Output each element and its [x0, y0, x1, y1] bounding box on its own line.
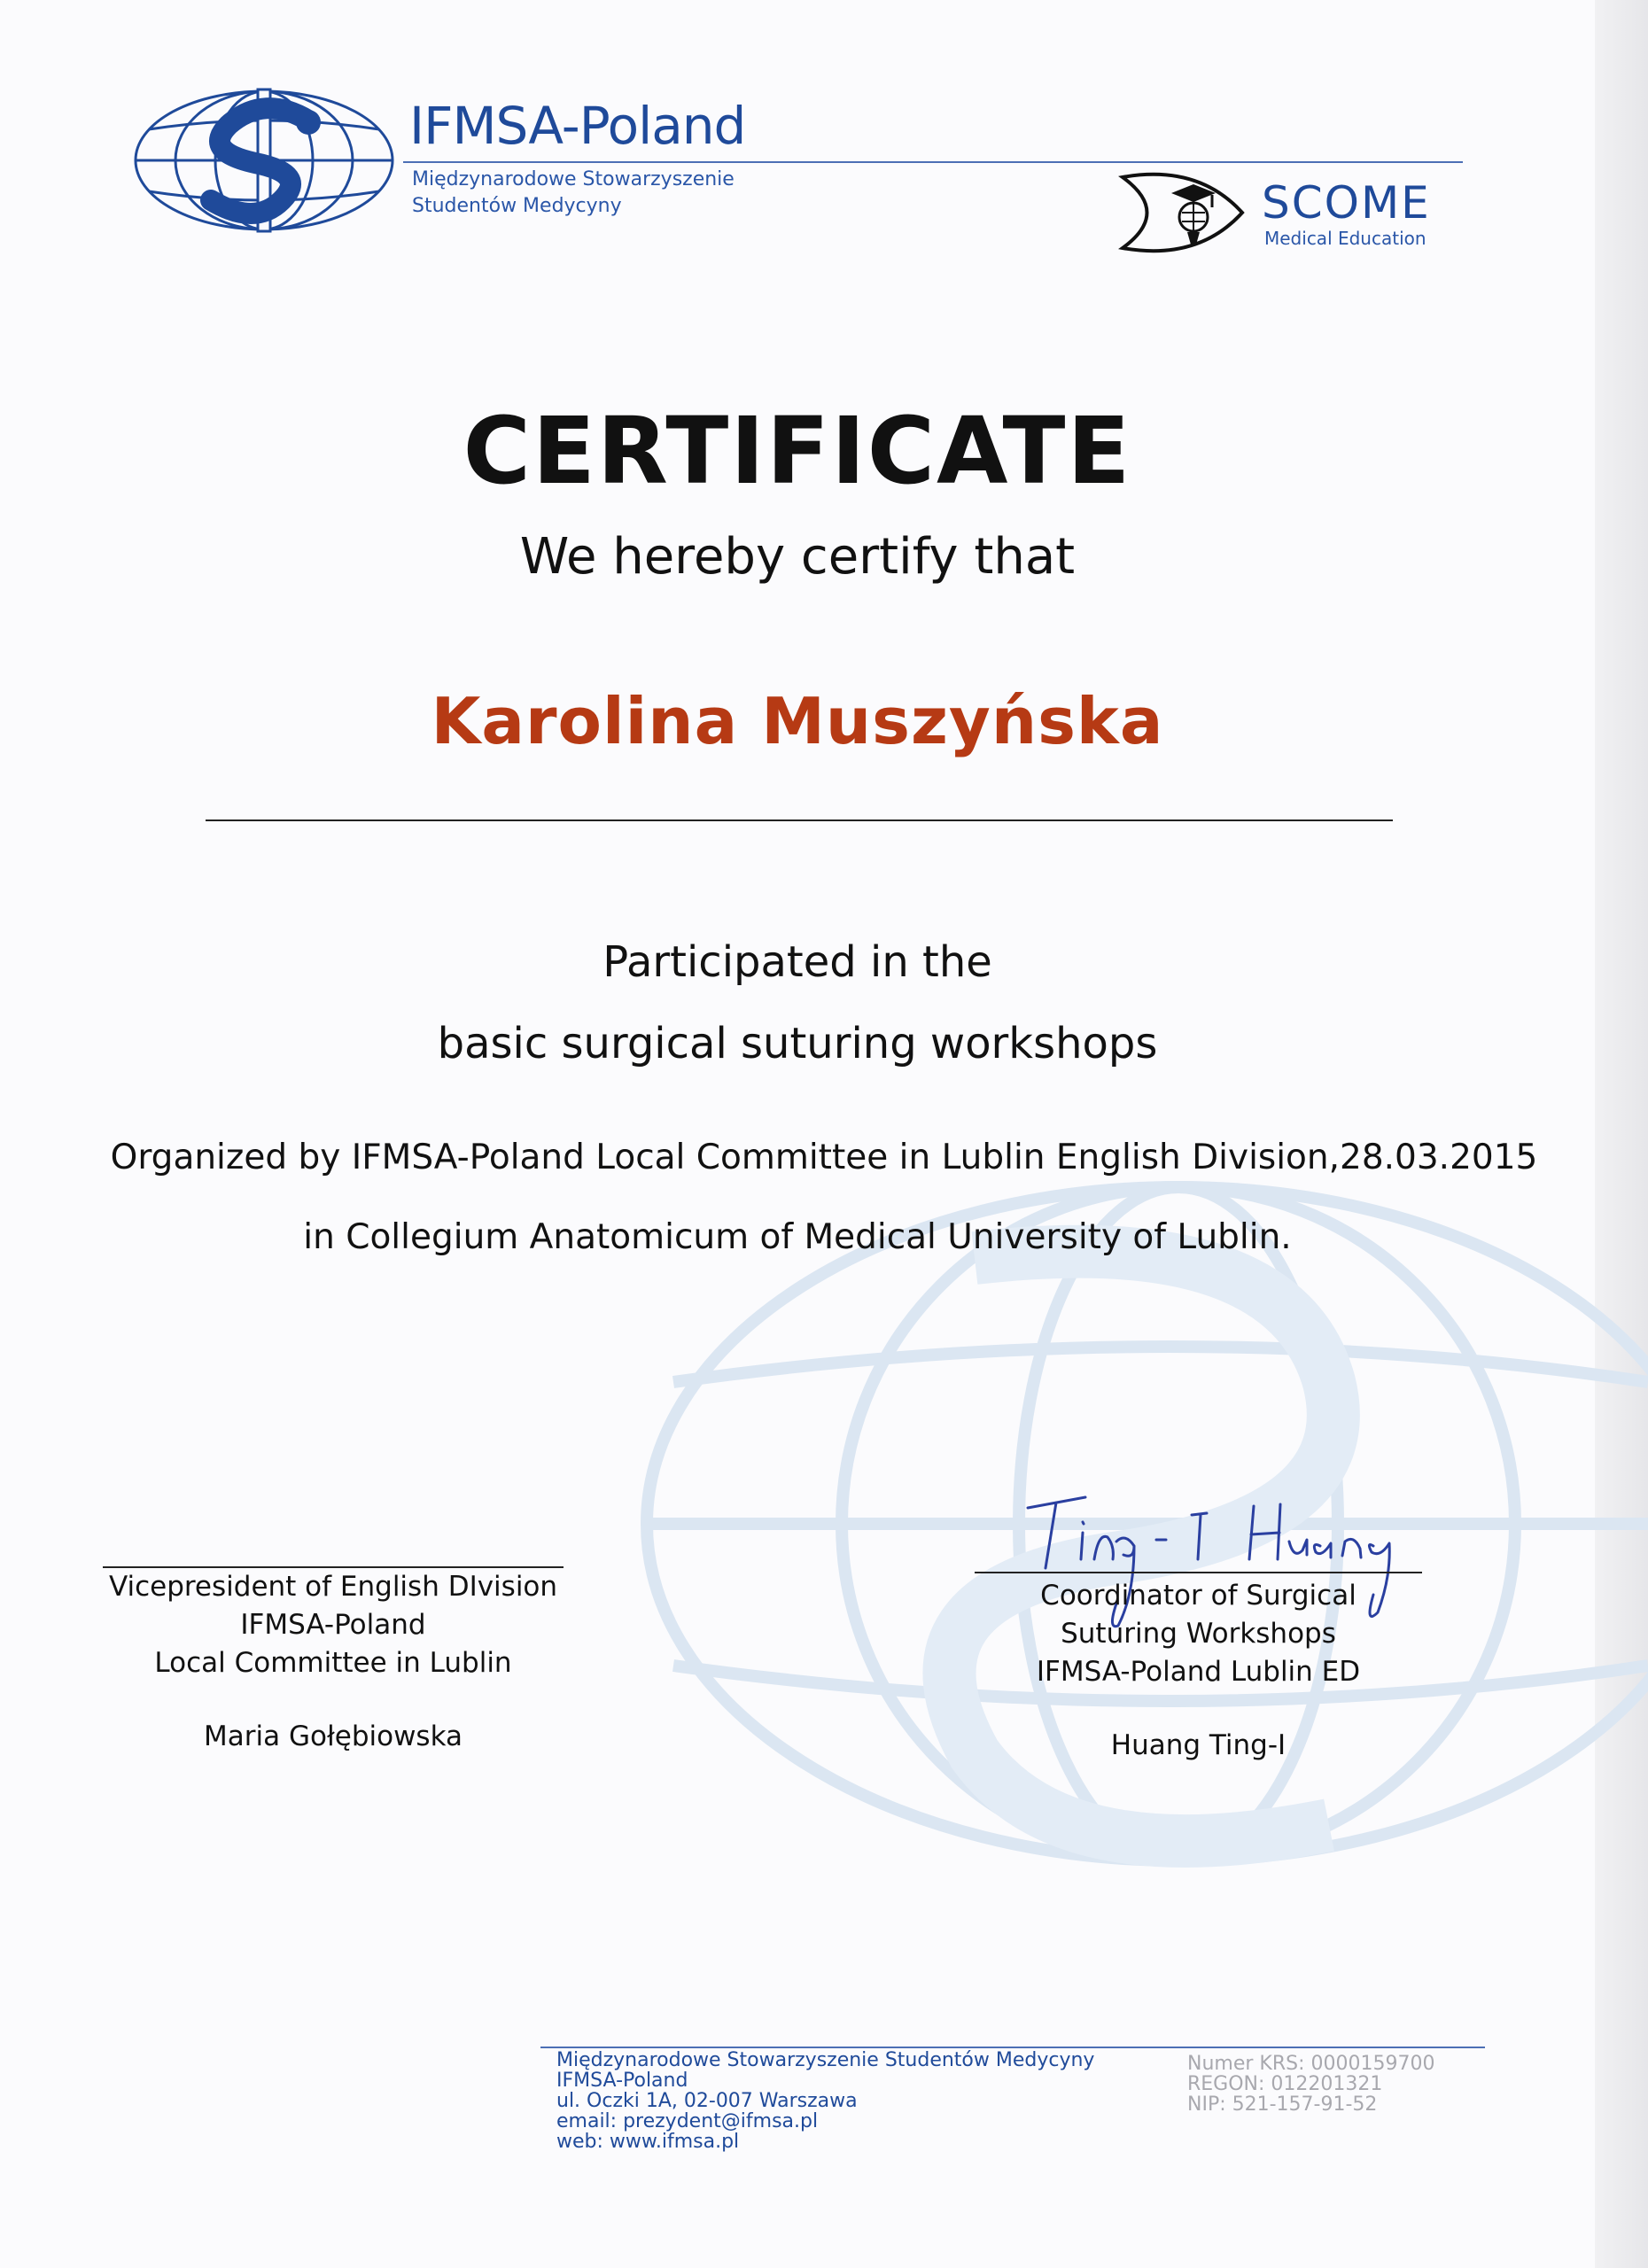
- participated-text: Participated in the: [602, 937, 992, 987]
- left-role-line1: Vicepresident of English DIvision: [108, 1571, 558, 1603]
- signature-block-right: [975, 1577, 1422, 1765]
- org-subtitle-line2: Studentów Medycyny: [412, 195, 622, 217]
- left-role-line3: Local Committee in Lublin: [154, 1647, 512, 1679]
- footer-krs: Numer KRS: 0000159700: [1187, 2053, 1435, 2075]
- signature-block-left: [103, 1568, 564, 1756]
- left-signer-name: Maria Gołębiowska: [204, 1720, 463, 1752]
- globe-serpent-logo-icon: [131, 85, 397, 236]
- footer-nip: NIP: 521-157-91-52: [1187, 2093, 1378, 2116]
- workshop-text: basic surgical suturing workshops: [437, 1019, 1158, 1068]
- footer-divider: [540, 2047, 1485, 2048]
- right-role-line1: Coordinator of Surgical: [1040, 1580, 1356, 1612]
- footer-address: [556, 2050, 1094, 2152]
- scome-name: SCOME: [1262, 177, 1431, 229]
- footer-email: email: prezydent@ifmsa.pl: [556, 2110, 819, 2132]
- scome-subtitle: Medical Education: [1264, 228, 1426, 249]
- footer-address-line3: ul. Oczki 1A, 02-007 Warszawa: [556, 2090, 858, 2112]
- org-name: IFMSA-Poland: [409, 96, 746, 156]
- certificate-title: CERTIFICATE: [463, 397, 1132, 505]
- right-signer-name: Huang Ting-I: [1110, 1729, 1287, 1761]
- signature-line-right: [975, 1572, 1422, 1573]
- recipient-name: Karolina Muszyńska: [431, 684, 1164, 758]
- org-subtitle: [412, 167, 735, 220]
- org-subtitle-line1: Międzynarodowe Stowarzyszenie: [412, 168, 735, 190]
- footer-web: web: www.ifmsa.pl: [556, 2131, 740, 2153]
- name-underline: [206, 819, 1393, 821]
- left-role-line2: IFMSA-Poland: [240, 1609, 426, 1641]
- footer-registration: [1187, 2054, 1434, 2115]
- organized-text: Organized by IFMSA-Poland Local Committee in Lublin English Division,28.03.2015: [110, 1138, 1538, 1177]
- header-divider: [403, 161, 1463, 163]
- right-role-line3: IFMSA-Poland Lublin ED: [1036, 1656, 1361, 1688]
- footer-address-line1: Międzynarodowe Stowarzyszenie Studentów Medycyny: [556, 2049, 1095, 2071]
- footer-regon: REGON: 012201321: [1187, 2073, 1383, 2095]
- scan-edge: [1595, 0, 1648, 2268]
- footer-address-line2: IFMSA-Poland: [556, 2070, 688, 2092]
- certify-text: We hereby certify that: [519, 528, 1076, 586]
- graduation-globe-logo-icon: [1118, 168, 1251, 257]
- right-role-line2: Suturing Workshops: [1061, 1618, 1336, 1650]
- location-text: in Collegium Anatomicum of Medical University of Lublin.: [303, 1217, 1292, 1257]
